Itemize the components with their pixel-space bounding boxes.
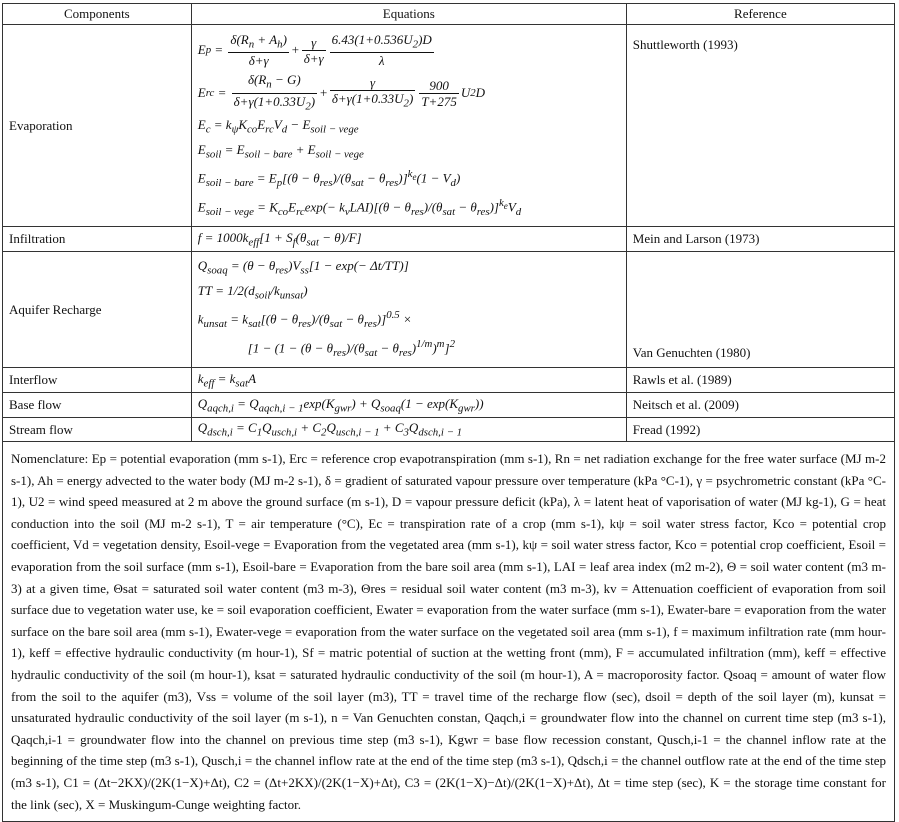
eq-esoil: $E_{soil} = E_{soil - bare} + E_{soil - vege}$ (197, 141, 364, 161)
header-reference: Reference (626, 4, 894, 25)
eq-esoil-vege: $E_{soil - vege} = K_{co}E_{rc}\exp(- k_vLAI)[(\theta - \theta_{res})/(\theta_{sat} - \theta_{res})]^{k_e}V_d$ (197, 197, 522, 219)
eq-interflow: $k_{eff} = k_{sat}A$ (191, 368, 626, 393)
nomenclature-text: Nomenclature: Ep = potential evaporation (mm s-1), Erc = reference crop evapotranspiration (mm s-1), Rn = net radiation exchange for the free water surface (MJ m-2 s-1), Ah = energy advected to the water body (MJ m-2 s-1), δ = gradient of saturated vapour pressure over temperature (kPa °C-1), γ = psychrometric constant (kPa °C-1), U2 = wind speed measured at 2 m above the ground surface (m s-1), D = vapour pressure deficit (kPa), λ = latent heat of vaporisation of water (MJ kg-1), G = heat conduction into the soil (MJ m-2 s-1), T = air temperature (°C), Ec = transpiration rate of a crop (mm s-1), kψ = soil water stress factor, Kco = potential crop coefficient, Vd = vegetation density, Esoil-vege = Evaporation from the vegetated area (mm s-1), kψ = soil water stress factor, Kco = potential crop coefficient, Esoil = evaporation from the soil surface (mm s-1), Esoil-bare = Evaporation from the bare soil area (mm s-1), LAI = leaf area index (m2 m-2), Θ = soil water content (m3 m-3) at a given time, Θsat = saturated soil water content (m3 m-3), Θres = residual soil water content (m3 m-3), kv = Attenuation coefficient of evaporation from soil surface due to vegetation water use, ke = soil evaporation coefficient, Ewater = evaporation from the water surface (mm s-1), Ewater-bare = evaporation from the water surface on the bare soil area (mm s-1), Ewater-vege = evaporation from the water surface on the vegetated soil area (mm s-1), f = maximum infiltration rate (mm hour-1), keff = effective hydraulic conductivity (m hour-1), Sf = matric potential of suction at the wetting front (mm), F = accumulated infiltration (mm), keff = effective hydraulic conductivity of the soil (m hour-1), ksat = saturated hydraulic conductivity of the soil (m hour-1), A = macroporosity factor. Qsoaq = amount of water flow from the soil to the aquifer (m3), Vss = volume of the soil layer (m3), TT = travel time of the recharge flow (sec), dsoil = depth of the soil layer (m), kunsat = unsaturated hydraulic conductivity of the soil layer (m s-1), n = Van Genuchten constan, Qaqch,i = groundwater flow into the channel on current time step (m3 s-1), Qaqch,i-1 = groundwater flow into the channel on previous time step (m3 s-1), Kgwr = base flow recession constant, Qusch,i-1 = the channel inflow rate at the beginning of the time step (m3 s-1), Qusch,i = the channel inflow rate at the end of the time step (m3 s-1), Qdsch,i = the channel outflow rate at the end of the time step (m3 s-1), C1 = (Δt−2KX)/(2K(1−X)+Δt), C2 = (Δt+2KX)/(2K(1−X)+Δt), C3 = (2K(1−X)−Δt)/(2K(1−X)+Δt), Δt = time step (sec), K = the storage time constant for the link (sec), X = Muskingum-Cunge weighting factor. (3, 442, 895, 822)
row-evaporation (3, 25, 895, 227)
component-evaporation: Evaporation (3, 25, 192, 227)
component-base-flow: Base flow (3, 393, 192, 418)
component-interflow: Interflow (3, 368, 192, 393)
row-aquifer-recharge (3, 252, 895, 368)
eq-ec: $E_c = k_\psi K_{co}E_{rc}V_d - E_{soil - vege}$ (197, 117, 359, 136)
reference-aquifer-recharge: Van Genuchten (1980) (626, 252, 894, 368)
eq-kunsat: $k_{unsat} = k_{sat}[(\theta - \theta_{res})/(\theta_{sat} - \theta_{res})]^{0.5}$ × (197, 309, 412, 331)
reference-interflow: Rawls et al. (1989) (626, 368, 894, 393)
equations-evaporation (191, 25, 626, 227)
row-interflow (3, 368, 895, 393)
header-equations: Equations (191, 4, 626, 25)
eq-tt: TT = $1/2(d_{soil}/k_{unsat})$ (197, 282, 308, 302)
component-aquifer-recharge: Aquifer Recharge (3, 252, 192, 368)
eq-erc: E rc = $\frac{\delta(R_n - G)}{\delta+\gamma(1+0.33U_2)}$ + $\frac{\gamma}{\delta+\gamma(1+0.33U_2)}$ $\frac{900}{T+275}$ U 2 D (197, 71, 486, 113)
eq-stream-flow: $Q_{dsch,i} = C_1Q_{usch,i} + C_2Q_{usch,i - 1} + C_3Q_{dsch,i - 1}$ (191, 418, 626, 442)
row-nomenclature (3, 442, 895, 822)
reference-evaporation: Shuttleworth (1993) (626, 25, 894, 227)
row-infiltration (3, 227, 895, 252)
equations-aquifer-recharge (191, 252, 626, 368)
eq-qsoaq: $Q_{soaq} = (\theta - \theta_{res})V_{ss}[1 - \exp(- \Delta t/TT)]$ (197, 258, 409, 277)
eq-infiltration: $f = 1000k_{eff}[1 + S_f(\theta_{sat} - \theta)/F]$ (191, 227, 626, 252)
component-infiltration: Infiltration (3, 227, 192, 252)
eq-kunsat-cont: $[1 - (1 - (\theta - \theta_{res})/(\theta_{sat} - \theta_{res})^{1/m})^m]^2$ (247, 338, 455, 360)
reference-base-flow: Neitsch et al. (2009) (626, 393, 894, 418)
component-stream-flow: Stream flow (3, 418, 192, 442)
header-row (3, 4, 895, 25)
header-components: Components (3, 4, 192, 25)
eq-ep: E p = $\frac{\delta(R_n + A_h)}{\delta+\gamma}$ + $\frac{\gamma}{\delta+\gamma}$ $\frac{6.43(1+0.536U_2)D}{\lambda}$ (197, 31, 432, 69)
row-stream-flow (3, 418, 895, 442)
eq-esoil-bare: $E_{soil - bare} = E_p[(\theta - \theta_{res})/(\theta_{sat} - \theta_{res})]^{k_e}(1 - V_d)$ (197, 168, 461, 190)
reference-infiltration: Mein and Larson (1973) (626, 227, 894, 252)
row-base-flow (3, 393, 895, 418)
eq-base-flow: $Q_{aqch,i} = Q_{aqch,i - 1}\exp(K_{gwr}) + Q_{soaq}(1 - \exp(K_{gwr}))$ (191, 393, 626, 418)
equations-table (2, 3, 895, 822)
reference-stream-flow: Fread (1992) (626, 418, 894, 442)
